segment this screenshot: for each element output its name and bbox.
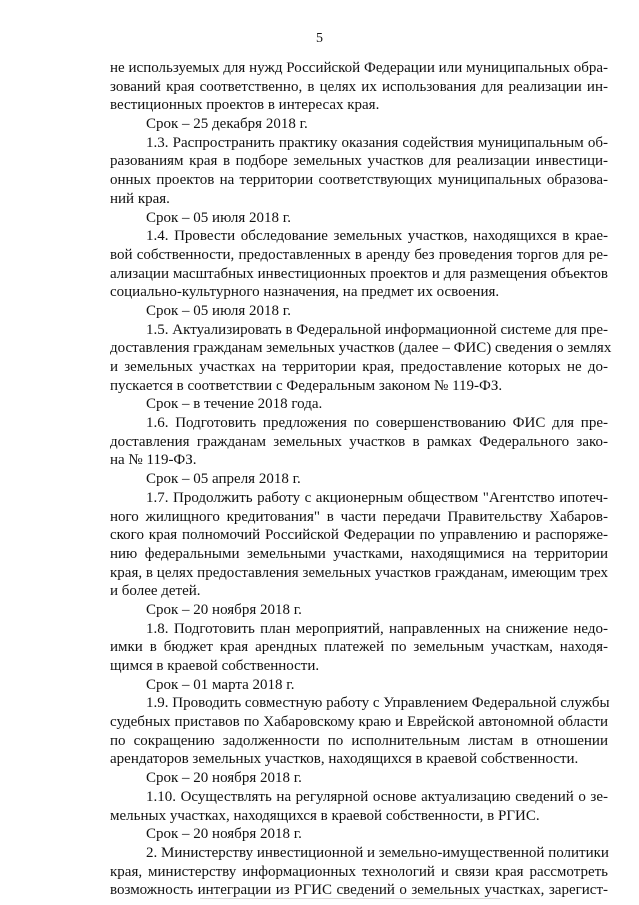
text-line: края, в целях предоставления земельных участков гражданам, имеющим трех (110, 564, 608, 581)
text-line: мельных участках, находящихся в краевой собственности, в РГИС. (110, 807, 540, 824)
text-line: Срок – 05 апреля 2018 г. (146, 471, 301, 488)
text-line: Срок – 25 декабря 2018 г. (146, 116, 308, 133)
text-line: разованиям края в подборе земельных участков для реализации инвестици- (110, 153, 608, 170)
page-number: 5 (316, 31, 323, 46)
text-line: ного жилищного кредитования" в части передачи Правительству Хабаров- (110, 508, 608, 525)
text-line: Срок – 01 марта 2018 г. (146, 676, 295, 693)
text-line: нию федеральными земельными участками, находящимися на территории (110, 545, 608, 562)
text-line: Срок – в течение 2018 года. (146, 396, 323, 413)
text-line: вестиционных проектов в интересах края. (110, 97, 380, 114)
text-line: не используемых для нужд Российской Федерации или муниципальных обра- (110, 60, 608, 76)
text-line: 1.9. Проводить совместную работу с Управлением Федеральной службы (146, 695, 610, 712)
text-line: на № 119-ФЗ. (110, 452, 197, 469)
text-line: онных проектов на территории соответствующих муниципальных образова- (110, 172, 608, 189)
text-line: 1.7. Продолжить работу с акционерным обществом "Агентство ипотеч- (146, 489, 608, 506)
text-line: арендаторов земельных участков, находящихся в краевой собственности. (110, 751, 579, 768)
text-line: 1.10. Осуществлять на регулярной основе актуализацию сведений о зе- (146, 788, 608, 805)
text-line: социально-культурного назначения, на предмет их освоения. (110, 284, 500, 301)
text-line: ского края полномочий Российской Федерации по управлению и распоряже- (110, 527, 608, 544)
text-line: Срок – 20 ноября 2018 г. (146, 826, 302, 843)
text-line: 1.5. Актуализировать в Федеральной информационной системе для пре- (146, 321, 608, 338)
text-line: 1.4. Провести обследование земельных участков, находящихся в крае- (146, 228, 608, 245)
text-line: 1.8. Подготовить план мероприятий, направленных на снижение недо- (146, 620, 608, 637)
text-line: пускается в соответствии с Федеральным законом № 119-ФЗ. (110, 377, 503, 394)
text-line: края, министерству информационных технологий и связи края рассмотреть (110, 863, 608, 880)
text-line: и более детей. (110, 583, 201, 600)
text-line: Срок – 20 ноября 2018 г. (146, 601, 302, 618)
text-line: ализации масштабных инвестиционных проектов и для размещения объектов (110, 265, 608, 282)
text-line: Срок – 05 июля 2018 г. (146, 302, 291, 319)
text-line: доставления гражданам земельных участков в рамках Федерального зако- (110, 433, 608, 450)
text-line: Срок – 20 ноября 2018 г. (146, 770, 302, 787)
text-line: вой собственности, предоставленных в аренду без проведения торгов для ре- (110, 246, 608, 263)
text-line: зований края соответственно, в целях их использования для реализации ин- (110, 78, 608, 95)
text-line: Срок – 05 июля 2018 г. (146, 209, 291, 226)
text-line: имки в бюджет края арендных платежей по земельным участкам, находя- (110, 639, 608, 656)
text-line: 2. Министерству инвестиционной и земельно-имущественной политики (146, 844, 609, 861)
document-body (110, 59, 612, 900)
text-line: и земельных участках на территории края, предоставление которых не до- (110, 359, 608, 375)
text-line: щимся в краевой собственности. (110, 658, 320, 674)
text-line: по сокращению задолженности по исполнительным листам в отношении (110, 732, 608, 749)
text-line: 1.6. Подготовить предложения по совершенствованию ФИС для пре- (146, 415, 608, 432)
text-line: 1.3. Распространить практику оказания содействия муниципальным об- (146, 134, 608, 151)
text-line: ний края. (110, 190, 170, 207)
text-line: судебных приставов по Хабаровскому краю и Еврейской автономной области (110, 714, 608, 731)
page-bottom-edge (200, 898, 500, 899)
text-line: доставления гражданам земельных участков (далее – ФИС) сведения о землях (110, 340, 612, 357)
text-line: возможность интеграции из РГИС сведений о земельных участках, зарегист- (110, 882, 608, 899)
